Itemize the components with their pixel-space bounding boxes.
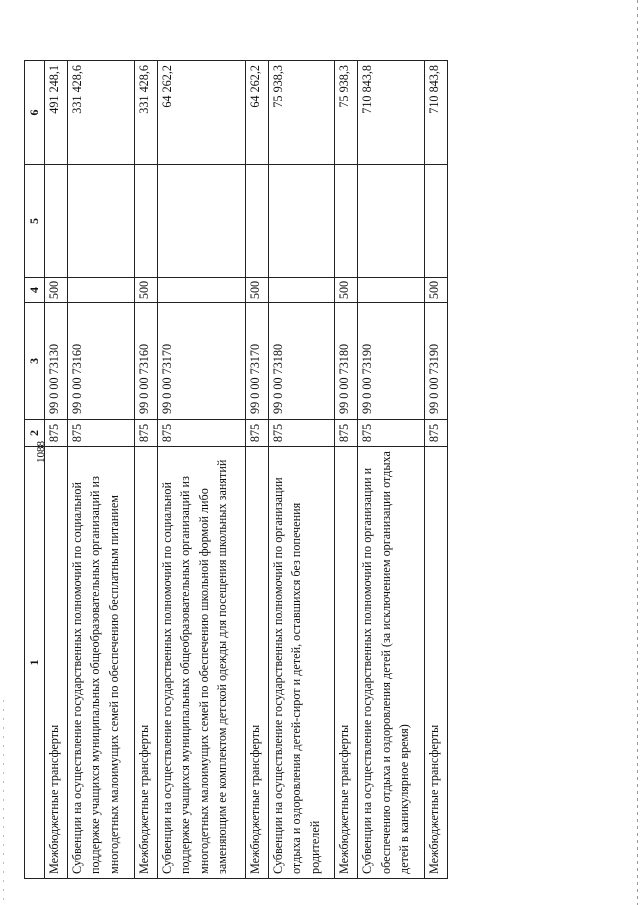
table-row	[424, 61, 447, 879]
row-target-code: 99 0 00 73160	[134, 303, 157, 420]
table-row	[335, 61, 358, 879]
header-col-5: 5	[25, 165, 45, 278]
row-expense-type	[268, 278, 335, 303]
table-row	[268, 61, 335, 879]
row-expense-type: 500	[245, 278, 268, 303]
table-header-row	[25, 61, 45, 879]
row-col5	[268, 165, 335, 278]
row-target-code: 99 0 00 73190	[424, 303, 447, 420]
row-ministry-code: 875	[358, 420, 425, 447]
row-target-code: 99 0 00 73170	[157, 303, 245, 420]
row-ministry-code: 875	[335, 420, 358, 447]
row-amount: 710 843,8	[424, 61, 447, 165]
row-ministry-code: 875	[424, 420, 447, 447]
row-ministry-code: 875	[245, 420, 268, 447]
row-amount: 75 938,3	[335, 61, 358, 165]
row-col5	[134, 165, 157, 278]
header-col-6: 6	[25, 61, 45, 165]
row-ministry-code: 875	[134, 420, 157, 447]
row-expense-type	[67, 278, 134, 303]
row-expense-type: 500	[424, 278, 447, 303]
row-col5	[45, 165, 68, 278]
row-col5	[245, 165, 268, 278]
row-col5	[67, 165, 134, 278]
row-target-code: 99 0 00 73190	[358, 303, 425, 420]
row-ministry-code: 875	[268, 420, 335, 447]
row-amount: 331 428,6	[134, 61, 157, 165]
table-row	[134, 61, 157, 879]
table-row	[45, 61, 68, 879]
row-target-code: 99 0 00 73160	[67, 303, 134, 420]
row-description: Субвенции на осуществление государственных полномочий по организации отдыха и оздоровления детей-сирот и детей, оставшихся без попечения родителей	[268, 447, 335, 879]
row-expense-type	[157, 278, 245, 303]
row-col5	[424, 165, 447, 278]
row-ministry-code: 875	[157, 420, 245, 447]
row-amount: 710 843,8	[358, 61, 425, 165]
page-number: 1088	[35, 441, 47, 463]
header-col-4: 4	[25, 278, 45, 303]
row-expense-type: 500	[335, 278, 358, 303]
row-col5	[358, 165, 425, 278]
row-amount: 64 262,2	[245, 61, 268, 165]
row-description: Субвенции на осуществление государственных полномочий по социальной поддержке учащихся муниципальных общеобразовательных организаций из многодетных малоимущих семей по обеспечению бесплатным питанием	[67, 447, 134, 879]
table-row	[67, 61, 134, 879]
row-expense-type	[358, 278, 425, 303]
row-ministry-code: 875	[45, 420, 68, 447]
row-amount: 75 938,3	[268, 61, 335, 165]
row-description: Межбюджетные трансферты	[45, 447, 68, 879]
row-target-code: 99 0 00 73130	[45, 303, 68, 420]
scan-edge-artifact	[637, 0, 638, 905]
row-description: Субвенции на осуществление государственных полномочий по социальной поддержке учащихся муниципальных общеобразовательных организаций из многодетных малоимущих семей по обеспечению школьной формой либо заменяющим ее комплектом детской одежды для посещения школьных занятий	[157, 447, 245, 879]
row-col5	[335, 165, 358, 278]
table-row	[157, 61, 245, 879]
row-description: Межбюджетные трансферты	[424, 447, 447, 879]
row-target-code: 99 0 00 73170	[245, 303, 268, 420]
row-description: Субвенции на осуществление государственных полномочий по организации и обеспечению отдыха и оздоровления детей (за исключением организации отдыха детей в каникулярное время)	[358, 447, 425, 879]
header-col-2: 2	[25, 420, 45, 447]
rotated-table-container	[24, 61, 448, 879]
row-target-code: 99 0 00 73180	[268, 303, 335, 420]
row-description: Межбюджетные трансферты	[335, 447, 358, 879]
table-row	[245, 61, 268, 879]
row-amount: 331 428,6	[67, 61, 134, 165]
row-expense-type: 500	[134, 278, 157, 303]
row-col5	[157, 165, 245, 278]
budget-table	[24, 60, 448, 879]
row-expense-type: 500	[45, 278, 68, 303]
header-col-1: 1	[25, 447, 45, 879]
row-description: Межбюджетные трансферты	[134, 447, 157, 879]
scan-edge-artifact-left	[3, 700, 4, 905]
row-amount: 64 262,2	[157, 61, 245, 165]
row-target-code: 99 0 00 73180	[335, 303, 358, 420]
header-col-3: 3	[25, 303, 45, 420]
row-amount: 491 248,1	[45, 61, 68, 165]
table-row	[358, 61, 425, 879]
row-ministry-code: 875	[67, 420, 134, 447]
row-description: Межбюджетные трансферты	[245, 447, 268, 879]
